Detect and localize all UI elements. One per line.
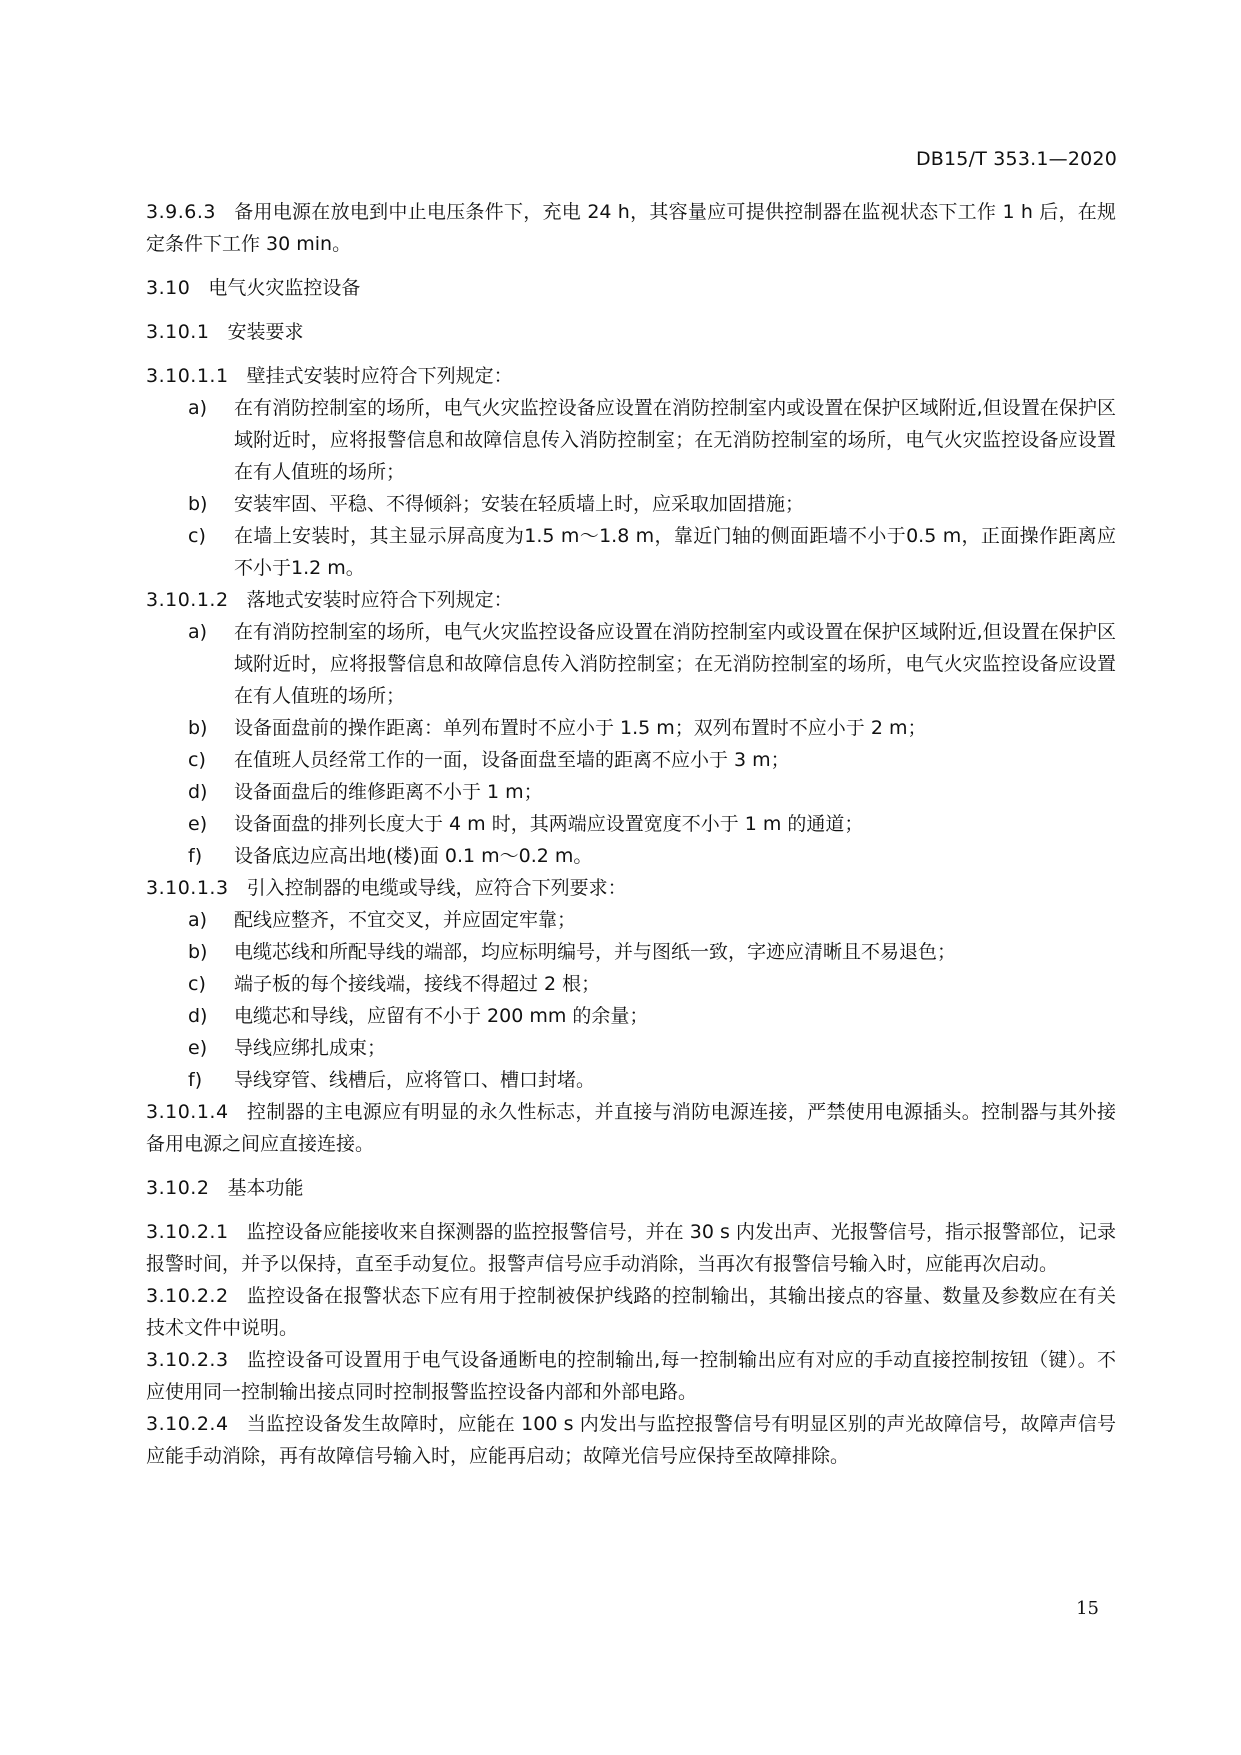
- list-marker: a): [188, 397, 208, 419]
- list-item: [146, 968, 1116, 1000]
- list-item-text: 设备底边应高出地(楼)面 0.1 m～0.2 m。: [234, 845, 593, 867]
- clause-paragraph: [146, 1344, 1116, 1408]
- list-marker: b): [188, 717, 208, 739]
- page-number: 15: [1076, 1598, 1099, 1619]
- list-marker: e): [188, 1037, 208, 1059]
- clause-number: 3.10.2: [146, 1177, 210, 1199]
- list-item-text: 设备面盘的排列长度大于 4 m 时，其两端应设置宽度不小于 1 m 的通道；: [234, 813, 864, 835]
- list-item: [146, 1032, 1116, 1064]
- list-marker: a): [188, 621, 208, 643]
- section-heading: [146, 272, 1116, 304]
- list-marker: d): [188, 781, 208, 803]
- clause-text: 控制器的主电源应有明显的永久性标志，并直接与消防电源连接，严禁使用电源插头。控制器与其外接备用电源之间应直接连接。: [146, 1101, 1116, 1155]
- clause-text: 备用电源在放电到中止电压条件下，充电 24 h，其容量应可提供控制器在监视状态下工作 1 h 后，在规定条件下工作 30 min。: [146, 201, 1116, 255]
- list-item: [146, 488, 1116, 520]
- list-marker: e): [188, 813, 208, 835]
- clause-text: 引入控制器的电缆或导线，应符合下列要求：: [246, 877, 627, 899]
- clause-text: 当监控设备发生故障时，应能在 100 s 内发出与监控报警信号有明显区别的声光故障信号，故障声信号应能手动消除，再有故障信号输入时，应能再启动；故障光信号应保持至故障排除。: [146, 1413, 1116, 1467]
- clause-number: 3.10.1.2: [146, 589, 229, 611]
- paragraph-gap: [146, 348, 1116, 360]
- section-heading: [146, 1172, 1116, 1204]
- list-marker: f): [188, 1069, 203, 1091]
- clause-number: 3.10.2.2: [146, 1285, 229, 1307]
- clause-text: 落地式安装时应符合下列规定：: [246, 589, 513, 611]
- paragraph-gap: [146, 260, 1116, 272]
- list-marker: b): [188, 941, 208, 963]
- clause-number: 3.9.6.3: [146, 201, 216, 223]
- list-item-text: 在墙上安装时，其主显示屏高度为1.5 m～1.8 m，靠近门轴的侧面距墙不小于0.5 m，正面操作距离应不小于1.2 m。: [234, 525, 1116, 579]
- list-item: [146, 616, 1116, 712]
- list-item-text: 设备面盘后的维修距离不小于 1 m；: [234, 781, 543, 803]
- clause-text: 壁挂式安装时应符合下列规定：: [246, 365, 513, 387]
- list-item: [146, 1000, 1116, 1032]
- document-code: DB15/T 353.1—2020: [915, 148, 1117, 170]
- document-body: [146, 196, 1116, 1472]
- list-item-text: 导线应绑扎成束；: [234, 1037, 387, 1059]
- list-item-text: 在有消防控制室的场所，电气火灾监控设备应设置在消防控制室内或设置在保护区域附近,但设置在保护区域附近时，应将报警信息和故障信息传入消防控制室；在无消防控制室的场所，电气火灾监控设备应设置在有人值班的场所；: [234, 397, 1116, 483]
- heading-text: 安装要求: [227, 321, 304, 343]
- clause-text: 监控设备应能接收来自探测器的监控报警信号，并在 30 s 内发出声、光报警信号，指示报警部位，记录报警时间，并予以保持，直至手动复位。报警声信号应手动消除，当再次有报警信号输入时，应能再次启动。: [146, 1221, 1116, 1275]
- clause-text: 监控设备可设置用于电气设备通断电的控制输出,每一控制输出应有对应的手动直接控制按钮（键）。不应使用同一控制输出接点同时控制报警监控设备内部和外部电路。: [146, 1349, 1116, 1403]
- list-item: [146, 936, 1116, 968]
- list-item: [146, 712, 1116, 744]
- list-marker: f): [188, 845, 203, 867]
- clause-number: 3.10.1.1: [146, 365, 229, 387]
- list-item-text: 在值班人员经常工作的一面，设备面盘至墙的距离不应小于 3 m；: [234, 749, 790, 771]
- heading-text: 基本功能: [227, 1177, 304, 1199]
- clause-paragraph: [146, 1096, 1116, 1160]
- clause-paragraph: [146, 872, 1116, 904]
- clause-number: 3.10.1: [146, 321, 210, 343]
- clause-paragraph: [146, 1280, 1116, 1344]
- paragraph-gap: [146, 1204, 1116, 1216]
- clause-number: 3.10.2.1: [146, 1221, 229, 1243]
- clause-number: 3.10.1.3: [146, 877, 229, 899]
- paragraph-gap: [146, 1160, 1116, 1172]
- paragraph-gap: [146, 304, 1116, 316]
- clause-paragraph: [146, 1408, 1116, 1472]
- clause-paragraph: [146, 360, 1116, 392]
- list-item: [146, 808, 1116, 840]
- list-item: [146, 840, 1116, 872]
- clause-paragraph: [146, 1216, 1116, 1280]
- list-item-text: 端子板的每个接线端，接线不得超过 2 根；: [234, 973, 601, 995]
- list-marker: b): [188, 493, 208, 515]
- list-marker: c): [188, 525, 206, 547]
- clause-number: 3.10.2.4: [146, 1413, 229, 1435]
- list-item-text: 电缆芯线和所配导线的端部，均应标明编号，并与图纸一致，字迹应清晰且不易退色；: [234, 941, 957, 963]
- list-marker: c): [188, 749, 206, 771]
- list-item: [146, 776, 1116, 808]
- list-item: [146, 520, 1116, 584]
- list-marker: d): [188, 1005, 208, 1027]
- list-item-text: 设备面盘前的操作距离：单列布置时不应小于 1.5 m；双列布置时不应小于 2 m；: [234, 717, 927, 739]
- list-marker: c): [188, 973, 206, 995]
- list-marker: a): [188, 909, 208, 931]
- list-item-text: 导线穿管、线槽后，应将管口、槽口封堵。: [234, 1069, 596, 1091]
- clause-number: 3.10.2.3: [146, 1349, 229, 1371]
- list-item: [146, 1064, 1116, 1096]
- list-item: [146, 392, 1116, 488]
- list-item-text: 电缆芯和导线，应留有不小于 200 mm 的余量；: [234, 1005, 649, 1027]
- heading-text: 电气火灾监控设备: [208, 277, 361, 299]
- list-item: [146, 904, 1116, 936]
- clause-number: 3.10: [146, 277, 191, 299]
- list-item-text: 在有消防控制室的场所，电气火灾监控设备应设置在消防控制室内或设置在保护区域附近,但设置在保护区域附近时，应将报警信息和故障信息传入消防控制室；在无消防控制室的场所，电气火灾监控设备应设置在有人值班的场所；: [234, 621, 1116, 707]
- clause-paragraph: [146, 584, 1116, 616]
- section-heading: [146, 316, 1116, 348]
- clause-text: 监控设备在报警状态下应有用于控制被保护线路的控制输出，其输出接点的容量、数量及参数应在有关技术文件中说明。: [146, 1285, 1116, 1339]
- list-item-text: 安装牢固、平稳、不得倾斜；安装在轻质墙上时，应采取加固措施；: [234, 493, 805, 515]
- clause-number: 3.10.1.4: [146, 1101, 229, 1123]
- list-item-text: 配线应整齐，不宜交叉，并应固定牢靠；: [234, 909, 577, 931]
- list-item: [146, 744, 1116, 776]
- clause-paragraph: [146, 196, 1116, 260]
